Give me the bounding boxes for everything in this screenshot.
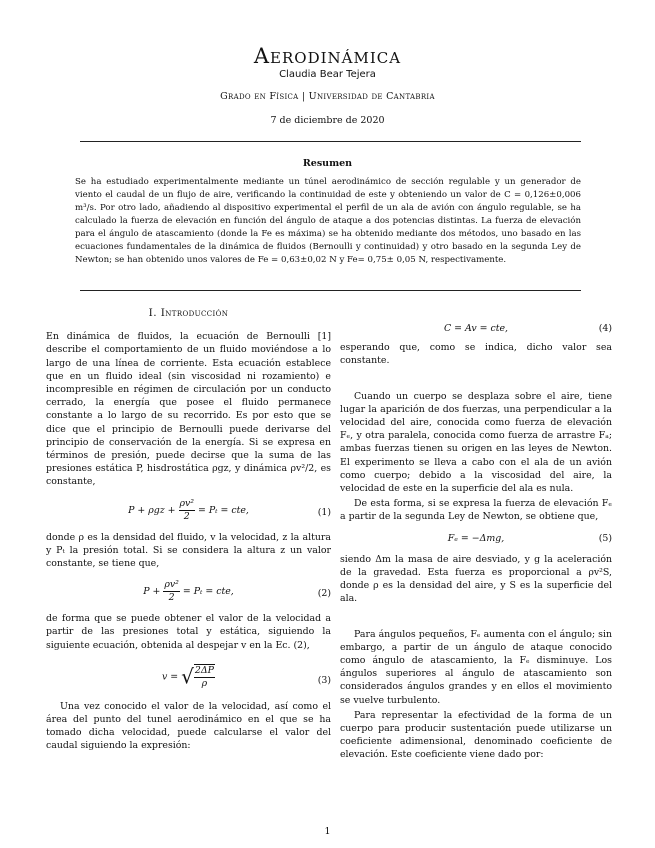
eq1-number: (1) [317, 506, 331, 518]
eq1-lhs: P + ρgz + [128, 504, 179, 516]
eq1-rhs: = Pₜ = cte, [195, 504, 249, 516]
affiliation: Grado en Física | Universidad de Cantabria [220, 91, 435, 102]
date: 7 de diciembre de 2020 [270, 115, 385, 126]
paragraph-coefficient: Para representar la efectividad de la forma de un cuerpo para producir sustentación puede utilizarse un coeficiente adimensional, denominado coeficiente de elevación. Este coeficiente viene dado por: [340, 709, 612, 761]
paragraph-newton: De esta forma, si se expresa la fuerza de elevación Fₑ a partir de la segunda Ley de Newton, se obtiene que, [340, 498, 612, 523]
eq5-number: (5) [598, 532, 612, 544]
eq4-number: (4) [598, 323, 612, 334]
eq3-number: (3) [317, 674, 331, 686]
eq2-fraction [163, 579, 180, 604]
section-heading: I. Introducción [148, 307, 229, 319]
eq1-numerator: ρv² [179, 497, 195, 509]
eq5-body: Fₑ = −Δmg, [447, 532, 505, 544]
paragraph-density: donde ρ es la densidad del fluido, v la velocidad, z la altura y Pₜ la presión total. Si se considera la altura z un valor constante, se tiene que, [46, 531, 331, 570]
eq3-lhs: v = [162, 671, 182, 683]
eq2-denominator: 2 [168, 592, 175, 604]
equation-1 [46, 498, 331, 523]
equation-5 [340, 532, 612, 545]
eq2-lhs: P + [143, 586, 164, 598]
paragraph-velocity: de forma que se puede obtener el valor de la velocidad a partir de las presiones total y estática, siguiendo la siguiente ecuación, obtenida al despejar v en la Ec. (2), [46, 613, 331, 651]
paragraph-angles: Para ángulos pequeños, Fₑ aumenta con el ángulo; sin embargo, a partir de un ángulo de ataque conocido como ángulo de atascamiento, la Fₑ disminuye. Los ángulos superiores al ángulo de atascamiento son considerados ángulos grandes y en ellos el movimiento se vuelve turbulento. [340, 628, 612, 706]
paragraph-caudal: Una vez conocido el valor de la velocidad, así como el área del punto del tunel aerodinámico en el que se ha tomado dicha velocidad, puede calcularse el valor del caudal siguiendo la expresión: [46, 700, 331, 752]
eq3-fraction [194, 664, 215, 690]
eq3-numerator: 2ΔP [194, 664, 214, 676]
eq1-fraction [179, 498, 196, 523]
paper-title: Aerodinámica [253, 44, 402, 68]
equation-3 [46, 664, 331, 690]
bottom-rule [80, 290, 581, 291]
paragraph-forces: Cuando un cuerpo se desplaza sobre el aire, tiene lugar la aparición de dos fuerzas, una perpendicular a la velocidad del aire, conocida como fuerza de elevación Fₑ, y otra paralela, conocida como fuerza de arrastre Fₐ; ambas fuerzas tienen su origen en las leyes de Newton. El experimento se lleva a cabo con el ala de un avión como cuerpo; debido a la viscosidad del aire, la velocidad de este en la superficie del ala es nula. [340, 390, 612, 495]
author-name: Claudia Bear Tejera [279, 69, 376, 80]
paragraph-constant: esperando que, como se indica, dicho valor sea constante. [340, 342, 612, 367]
eq1-denominator: 2 [183, 510, 190, 522]
page-number: 1 [324, 826, 331, 837]
eq3-denominator: ρ [201, 677, 208, 689]
equation-2 [46, 579, 331, 604]
top-rule [80, 141, 581, 142]
eq4-body: C = Av = cte, [443, 323, 509, 334]
left-column [46, 307, 331, 753]
abstract-text: Se ha estudiado experimentalmente mediante un túnel aerodinámico de sección regulable y un generador de viento el caudal de un flujo de aire, verificando la continuidad de este y obteniendo un valor de C = 0,126±0,006 m³/s. Por otro lado, añadiendo al dispositivo experimental el perfil de un ala de avión con ángulo regulable, se ha calculado la fuerza de elevación en función del ángulo de ataque a dos potencias distintas. La fuerza de elevación para el ángulo de atascamiento (donde la Fe es máxima) se ha obtenido mediante dos métodos, uno basado en las ecuaciones fundamentales de la dinámica de fluidos (Bernoulli y continuidad) y otro basado en la segunda Ley de Newton; se han obtenido unos valores de Fe = 0,63±0,02 N y Fe= 0,75± 0,05 N, respectivamente. [75, 177, 581, 265]
eq2-numerator: ρv² [164, 579, 179, 591]
eq2-rhs: = Pₜ = cte, [179, 586, 234, 598]
equation-4 [340, 322, 612, 335]
abstract-heading: Resumen [302, 158, 353, 169]
eq2-number: (2) [317, 588, 331, 600]
paragraph-mass: siendo Δm la masa de aire desviado, y g la aceleración de la gravedad. Esta fuerza es proporcional a ρv²S, donde ρ es la densidad del aire, y S es la superficie del ala. [340, 553, 612, 605]
paragraph-bernoulli: En dinámica de fluidos, la ecuación de Bernoulli [1] describe el comportamiento de un fluido moviéndose a lo largo de una línea de corriente. Esta ecuación establece que en un fluido ideal (sin viscosidad ni rozamiento) e incompresible en régimen de circulación por un conducto cerrado, la energía que posee el fluido permanece constante a lo largo de su recorrido. Es por esto que se dice que el principio de Bernoulli puede derivarse del principio de conservación de la energía. Si se expresa en términos de presión, puede decirse que la suma de las presiones estática P, hisdrostática ρgz, y dinámica ρv²/2, es constante, [46, 331, 331, 488]
right-column [340, 322, 612, 762]
sqrt-sign: √ [181, 664, 194, 689]
